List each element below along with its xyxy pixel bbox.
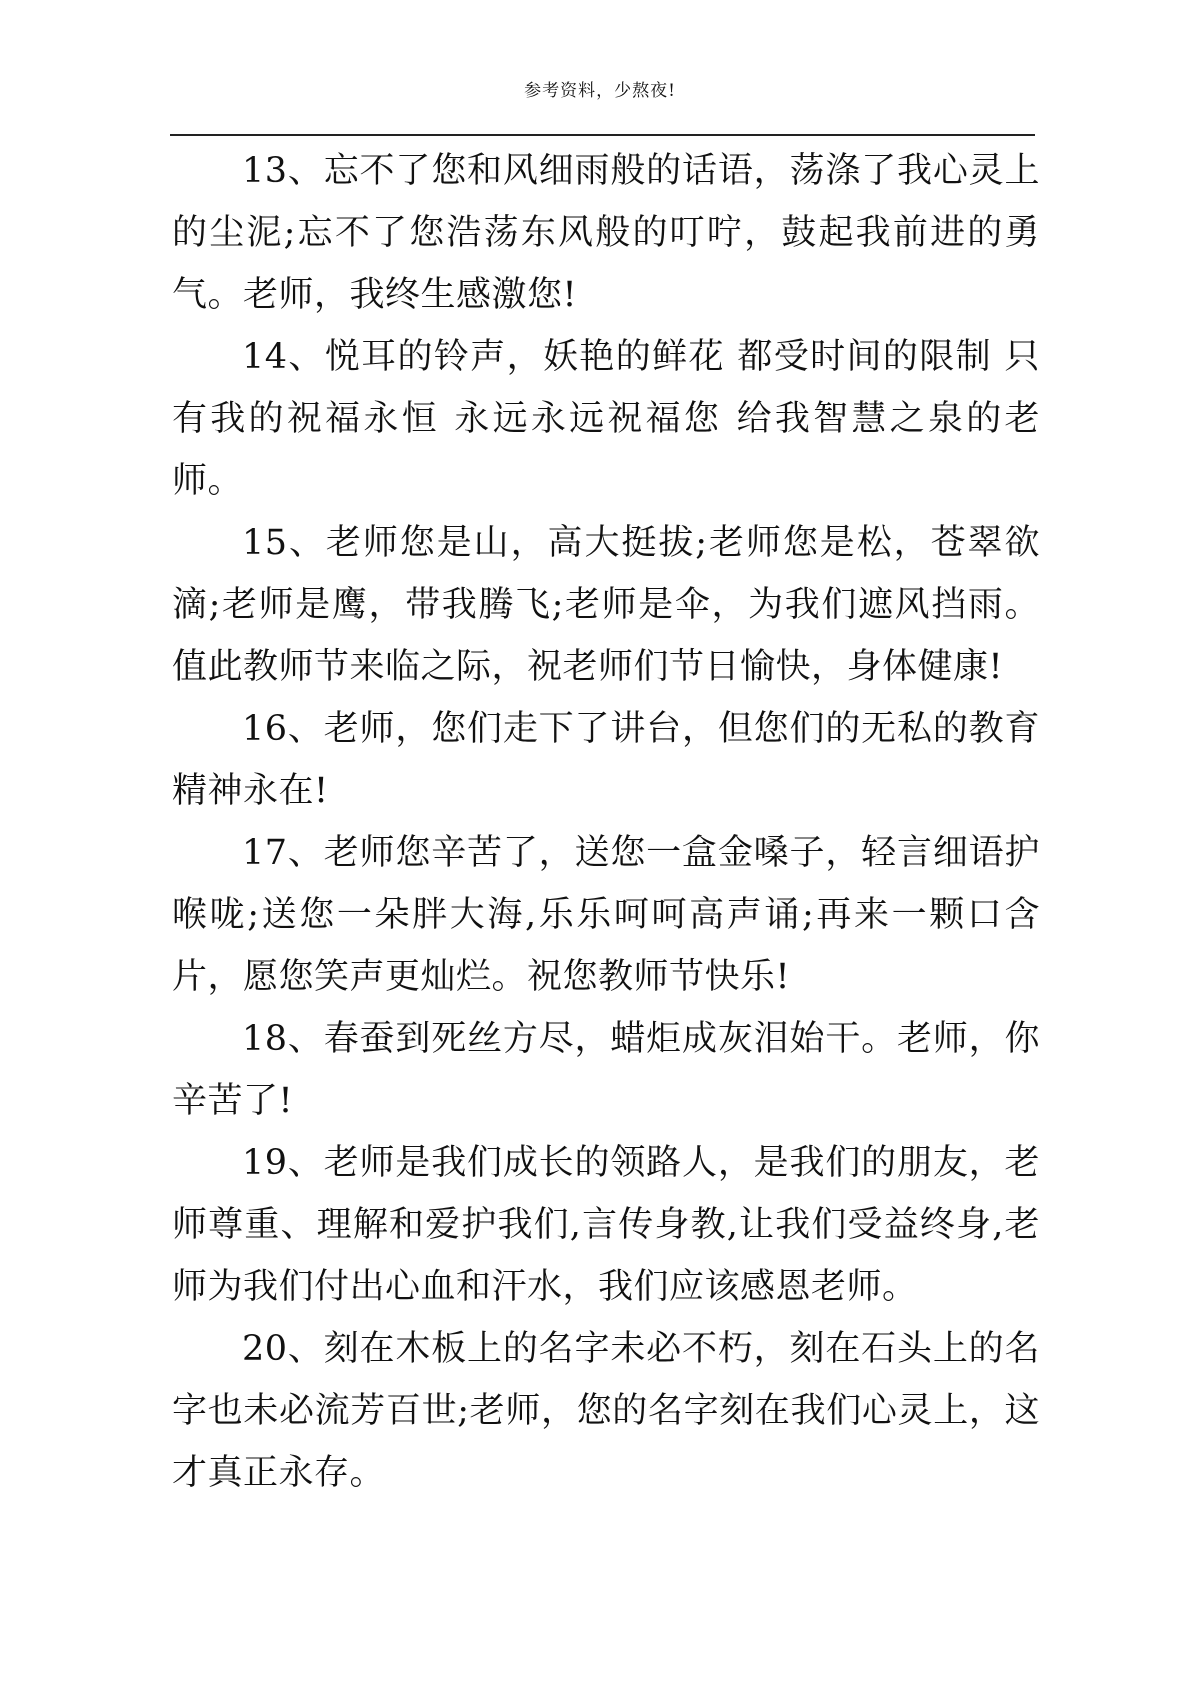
header-divider (170, 134, 1035, 136)
document-body (172, 140, 1040, 1504)
paragraph-16: 16、老师，您们走下了讲台，但您们的无私的教育精神永在! (172, 709, 1040, 811)
paragraph-17: 17、老师您辛苦了，送您一盒金嗓子，轻言细语护喉咙;送您一朵胖大海,乐乐呵呵高声诵;再来一颗口含片，愿您笑声更灿烂。祝您教师节快乐! (172, 833, 1040, 997)
paragraph-18: 18、春蚕到死丝方尽，蜡炬成灰泪始干。老师，你辛苦了! (172, 1019, 1040, 1121)
paragraph-20: 20、刻在木板上的名字未必不朽，刻在石头上的名字也未必流芳百世;老师，您的名字刻在我们心灵上，这才真正永存。 (172, 1329, 1040, 1493)
paragraph-14: 14、悦耳的铃声，妖艳的鲜花 都受时间的限制 只有我的祝福永恒 永远永远祝福您 给我智慧之泉的老师。 (172, 337, 1040, 501)
paragraph-15: 15、老师您是山，高大挺拔;老师您是松，苍翠欲滴;老师是鹰，带我腾飞;老师是伞，为我们遮风挡雨。值此教师节来临之际，祝老师们节日愉快，身体健康! (172, 523, 1040, 687)
paragraph-19: 19、老师是我们成长的领路人，是我们的朋友，老师尊重、理解和爱护我们,言传身教,让我们受益终身,老师为我们付出心血和汗水，我们应该感恩老师。 (172, 1143, 1040, 1307)
paragraph-13: 13、忘不了您和风细雨般的话语，荡涤了我心灵上的尘泥;忘不了您浩荡东风般的叮咛，鼓起我前进的勇气。老师，我终生感激您! (172, 151, 1040, 315)
page-header: 参考资料，少熬夜! (524, 81, 676, 101)
